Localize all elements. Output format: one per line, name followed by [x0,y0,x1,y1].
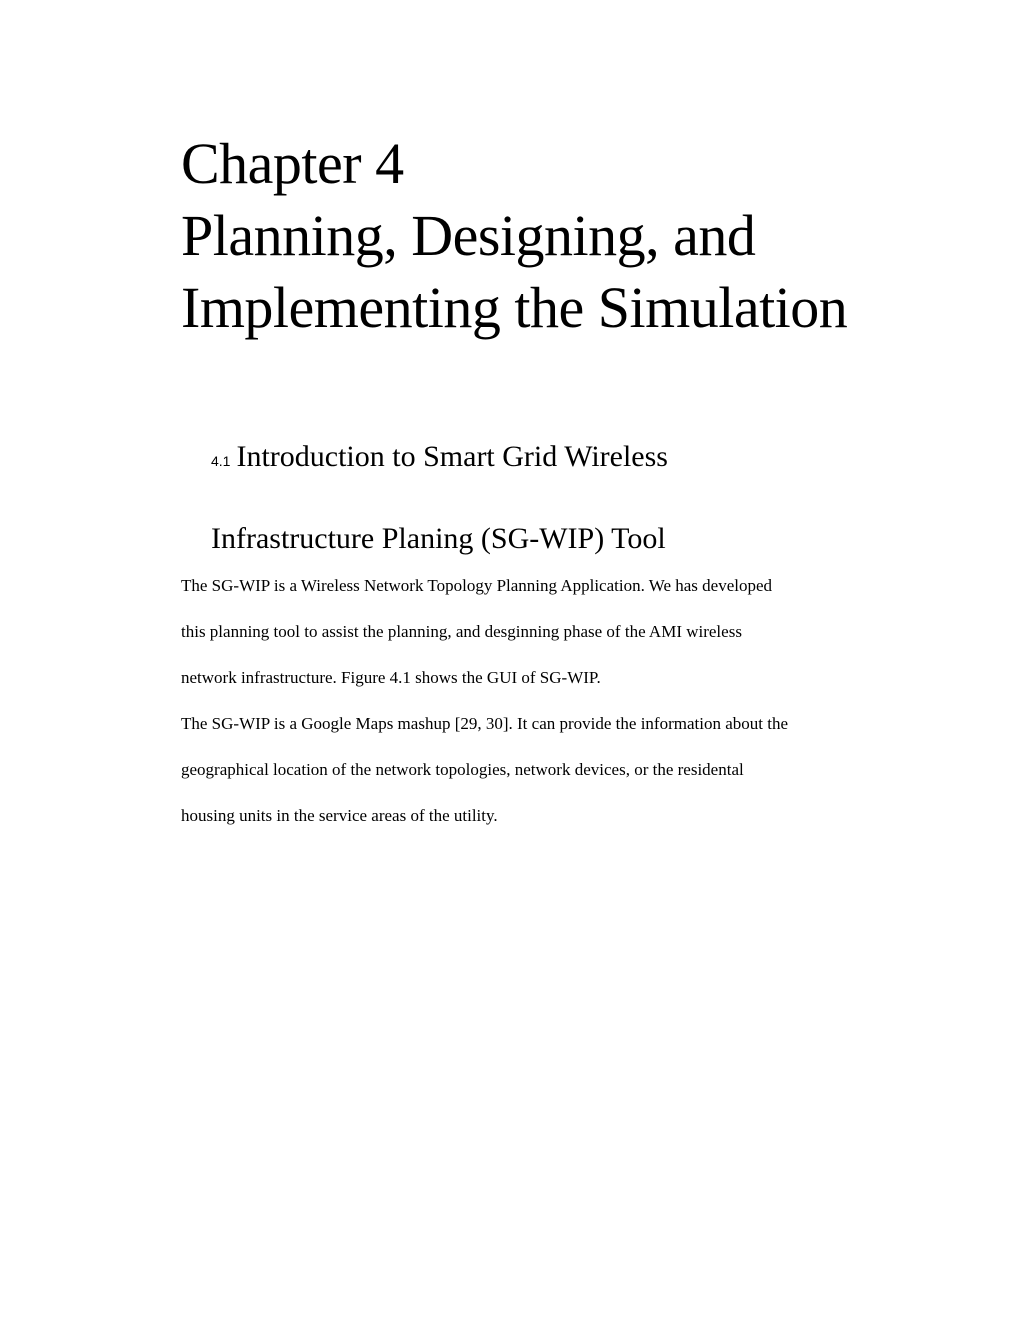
paragraph-line: network infrastructure. Figure 4.1 shows the GUI of SG-WIP. [181,668,601,687]
paragraph-line: The SG-WIP is a Google Maps mashup [29, 30]. It can provide the information about the [181,714,788,733]
body-paragraph [181,563,911,701]
paragraph-line: The SG-WIP is a Wireless Network Topology Planning Application. We has developed [181,576,773,595]
body-paragraph [181,701,911,839]
chapter-title-line: Planning, Designing, and [181,203,756,268]
paragraph-line: this planning tool to assist the planning, and desginning phase of the AMI wireless [181,622,742,641]
paragraph-line: housing units in the service areas of the utility. [181,806,498,825]
section-heading [211,418,911,578]
chapter-title-line: Implementing the Simulation [181,275,848,340]
paragraph-line: geographical location of the network topologies, network devices, or the residental [181,760,744,779]
section-heading-line: Infrastructure Planing (SG-WIP) Tool [211,522,666,555]
section-title-text: Introduction to Smart Grid Wireless [236,440,668,473]
section-number: 4.1 [211,453,231,469]
chapter-title-line: Chapter 4 [181,131,404,196]
chapter-title [181,128,971,344]
section-heading-line [211,418,911,500]
